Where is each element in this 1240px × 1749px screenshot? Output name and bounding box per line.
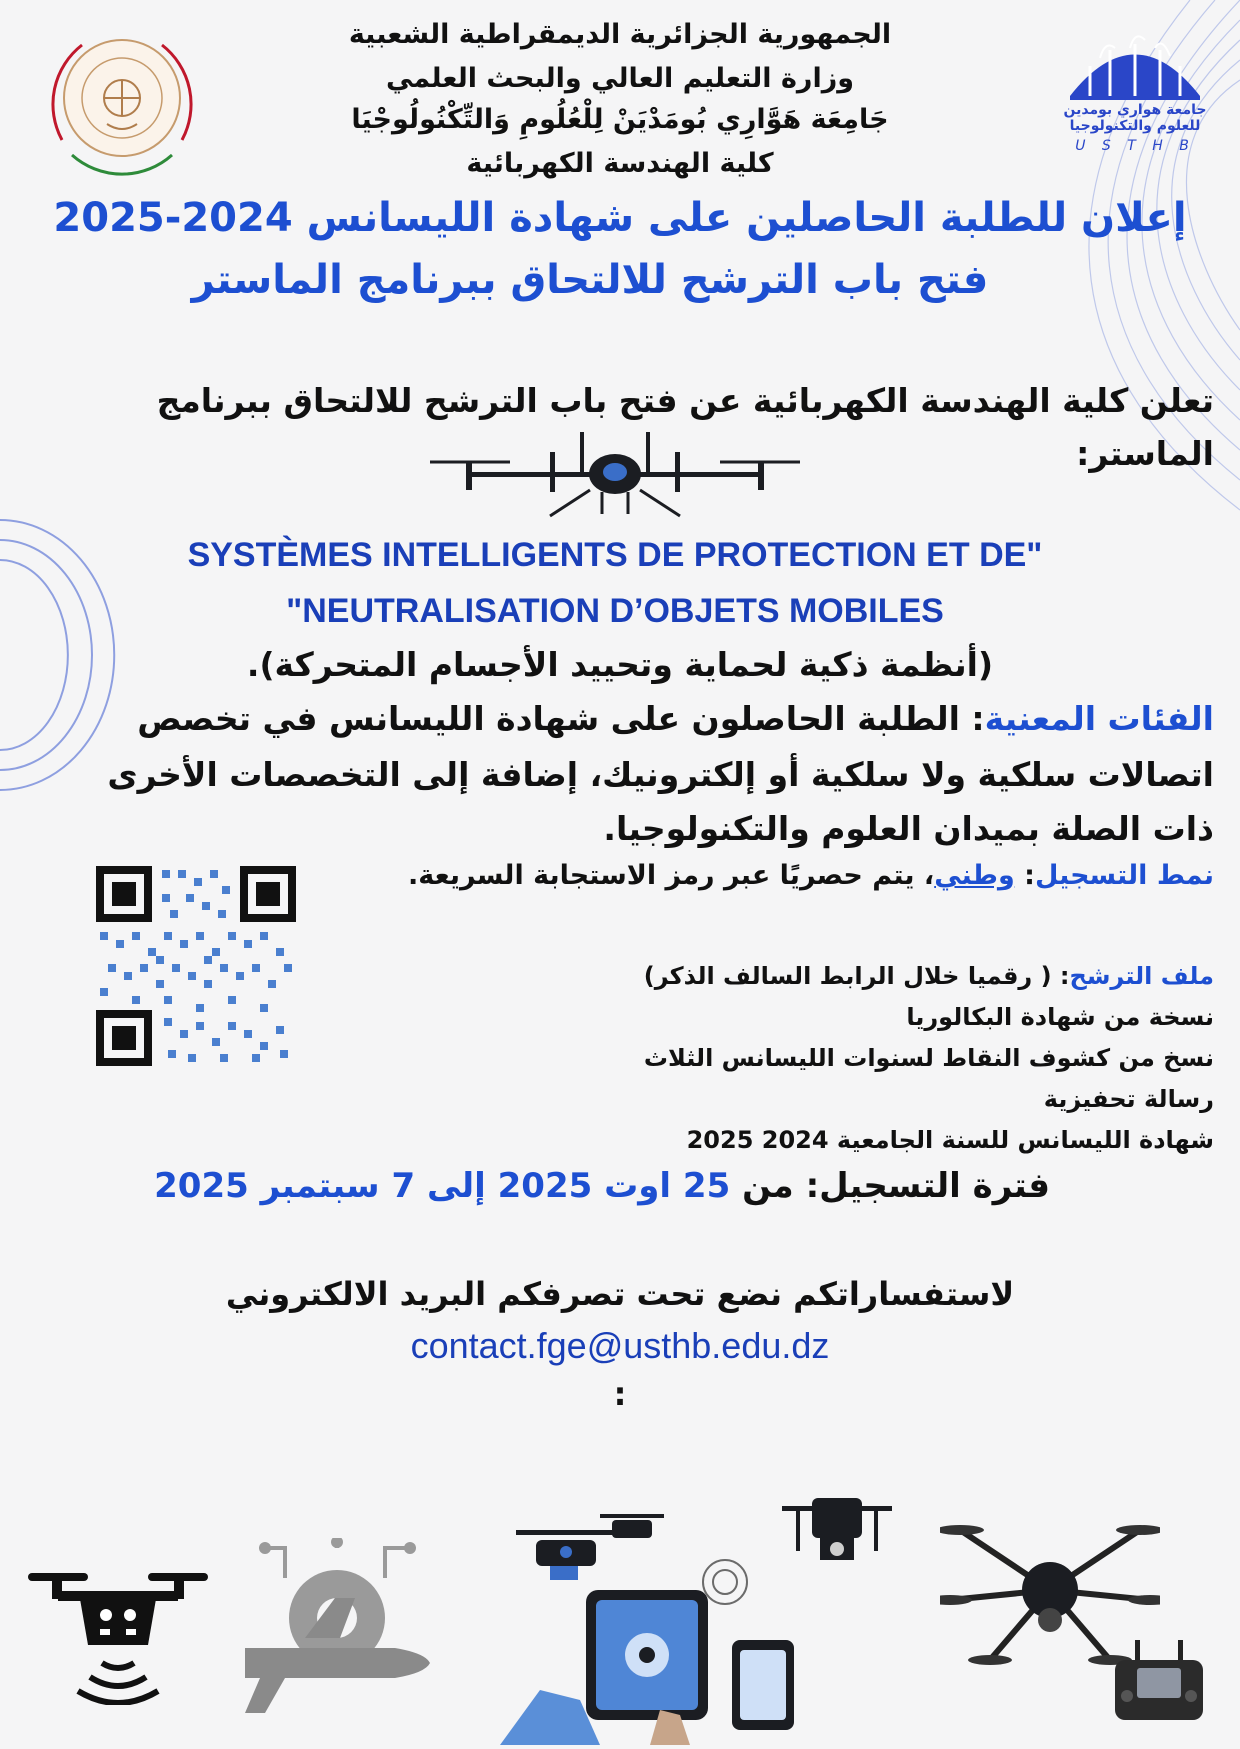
registration-period — [150, 1160, 1050, 1212]
program-french-line1: SYSTÈMES INTELLIGENTS DE PROTECTION ET DE" — [187, 536, 1043, 574]
dossier-item: نسخ من كشوف النقاط لسنوات الليسانس الثلاث — [643, 1044, 1214, 1072]
gear-airplane-icon — [245, 1538, 430, 1718]
ministry-seal-logo — [42, 20, 202, 180]
dossier-heading — [514, 956, 1214, 997]
program-arabic-translation: (أنظمة ذكية لحماية وتحييد الأجسام المتحركة). — [246, 645, 994, 684]
intro-line1: تعلن كلية الهندسة الكهربائية عن فتح باب الترشح للالتحاق ببرنامج — [156, 381, 1214, 420]
program-french-line2: "NEUTRALISATION D’OBJETS MOBILES — [286, 592, 944, 630]
drone-illustration — [430, 432, 800, 518]
usthb-logo — [1060, 18, 1210, 158]
dossier-label: ملف الترشح — [1069, 962, 1214, 990]
registration-period-label: فترة التسجيل: من — [730, 1166, 1050, 1206]
header-ministry: وزارة التعليم العالي والبحث العلمي — [385, 63, 855, 94]
dossier-item: نسخة من شهادة البكالوريا — [906, 1003, 1214, 1031]
intro-line2: الماستر: — [1076, 434, 1214, 473]
eligibility-label: الفئات المعنية — [984, 699, 1214, 738]
tablet-drone-control-illustration — [500, 1500, 800, 1745]
camera-drone-icon — [782, 1488, 892, 1578]
dossier-item: شهادة الليسانس للسنة الجامعية 2024 2025 — [686, 1126, 1214, 1154]
header-university: جَامِعَة هَوَّارِي بُومَدْيَنْ لِلْعُلُومِ وَالتِّكْنُولُوجْيَا — [351, 104, 889, 135]
registration-mode-colon: : — [1014, 860, 1035, 891]
announcement-title-line2: فتح باب الترشح للالتحاق ببرنامج الماستر — [191, 257, 989, 303]
header-republic: الجمهورية الجزائرية الديمقراطية الشعبية — [348, 19, 892, 50]
registration-mode-label: نمط التسجيل — [1034, 860, 1214, 891]
registration-link[interactable]: وطني — [934, 860, 1015, 891]
registration-qr-code[interactable] — [96, 866, 296, 1066]
eligibility-line2: اتصالات سلكية ولا سلكية أو إلكترونيك، إضافة إلى التخصصات الأخرى — [107, 755, 1214, 794]
eligibility-line1 — [34, 690, 1214, 748]
contact-trailing-colon: : — [613, 1375, 627, 1413]
dossier-item: رسالة تحفيزية — [1043, 1085, 1214, 1113]
contact-email-link[interactable]: contact.fge@usthb.edu.dz — [410, 1325, 830, 1366]
header-faculty: كلية الهندسة الكهربائية — [466, 148, 774, 179]
announcement-title-line1: إعلان للطلبة الحاصلين على شهادة الليسانس 2024-2025 — [53, 195, 1187, 241]
usthb-arabic-name: جامعة هواري بومدين للعلوم والتكنولوجيا — [1063, 102, 1207, 134]
remote-controller-icon — [1115, 1640, 1203, 1720]
eligibility-text-1: : الطلبة الحاصلون على شهادة الليسانس في تخصص — [137, 699, 985, 738]
registration-mode — [264, 856, 1214, 896]
usthb-letters: U S T H B — [1075, 138, 1195, 154]
drone-signal-icon — [18, 1555, 218, 1705]
dossier-note: : ( رقميا خلال الرابط السالف الذكر) — [643, 962, 1070, 990]
contact-text: لاستفساراتكم نضع تحت تصرفكم البريد الالكتروني — [225, 1275, 1015, 1313]
registration-period-dates: 25 اوت 2025 إلى 7 سبتمبر 2025 — [154, 1166, 731, 1206]
registration-mode-rest: ، يتم حصريًا عبر رمز الاستجابة السريعة. — [408, 860, 935, 891]
eligibility-line3: ذات الصلة بميدان العلوم والتكنولوجيا. — [603, 809, 1214, 848]
